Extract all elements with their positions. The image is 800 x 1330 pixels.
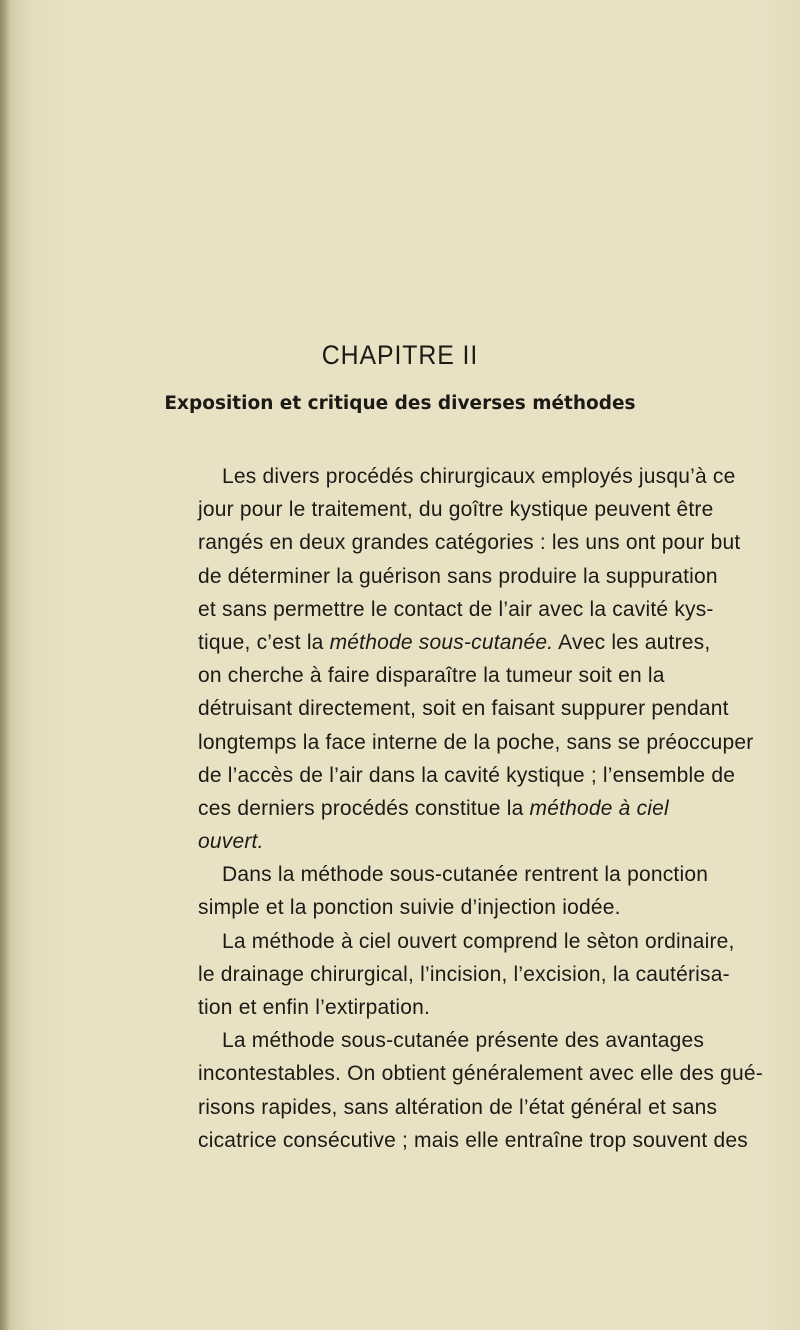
italic-term: méthode à ciel [529, 796, 669, 820]
text-line: incontestables. On obtient généralement avec elle des gué- [198, 1062, 763, 1086]
text-line: jour pour le traitement, du goître kystique peuvent être [198, 498, 714, 522]
italic-term: ouvert. [198, 830, 264, 854]
text-line: Dans la méthode sous-cutanée rentrent la ponction [222, 863, 709, 887]
text-line: de l’accès de l’air dans la cavité kystique ; l’ensemble de [198, 763, 736, 787]
text-line: La méthode à ciel ouvert comprend le sèton ordinaire, [222, 929, 735, 953]
text-line-segment: Avec les autres, [553, 630, 711, 654]
text-line: longtemps la face interne de la poche, sans se préoccuper [198, 730, 754, 754]
text-line: tion et enfin l’extirpation. [198, 996, 431, 1019]
text-line-segment: ces derniers procédés constitue la [198, 796, 530, 820]
chapter-heading: CHAPITRE II [321, 340, 479, 370]
text-line: risons rapides, sans altération de l’état général et sans [198, 1095, 718, 1119]
text-line: on cherche à faire disparaître la tumeur soit en la [198, 664, 665, 688]
text-line: le drainage chirurgical, l’incision, l’excision, la cautérisa- [198, 962, 730, 986]
text-line: de déterminer la guérison sans produire la suppuration [198, 564, 718, 588]
page-spine-shadow [0, 0, 10, 1330]
text-line: cicatrice consécutive ; mais elle entraîne trop souvent des [198, 1128, 748, 1152]
text-line: détruisant directement, soit en faisant suppurer pendant [198, 697, 729, 721]
text-line: et sans permettre le contact de l’air avec la cavité kys- [198, 597, 714, 621]
italic-term: méthode sous-cutanée. [329, 630, 554, 654]
text-line-segment: tique, c’est la [198, 630, 330, 654]
body-text [198, 460, 763, 1157]
section-title: Exposition et critique des diverses méthodes [164, 393, 636, 414]
text-line: La méthode sous-cutanée présente des avantages [222, 1029, 705, 1053]
text-line: rangés en deux grandes catégories : les uns ont pour but [198, 531, 741, 555]
text-line [198, 792, 669, 825]
text-line: Les divers procédés chirurgicaux employés jusqu’à ce [222, 465, 736, 488]
text-line [198, 626, 711, 659]
text-line: simple et la ponction suivie d’injection iodée. [198, 896, 621, 920]
text-line [198, 825, 630, 858]
